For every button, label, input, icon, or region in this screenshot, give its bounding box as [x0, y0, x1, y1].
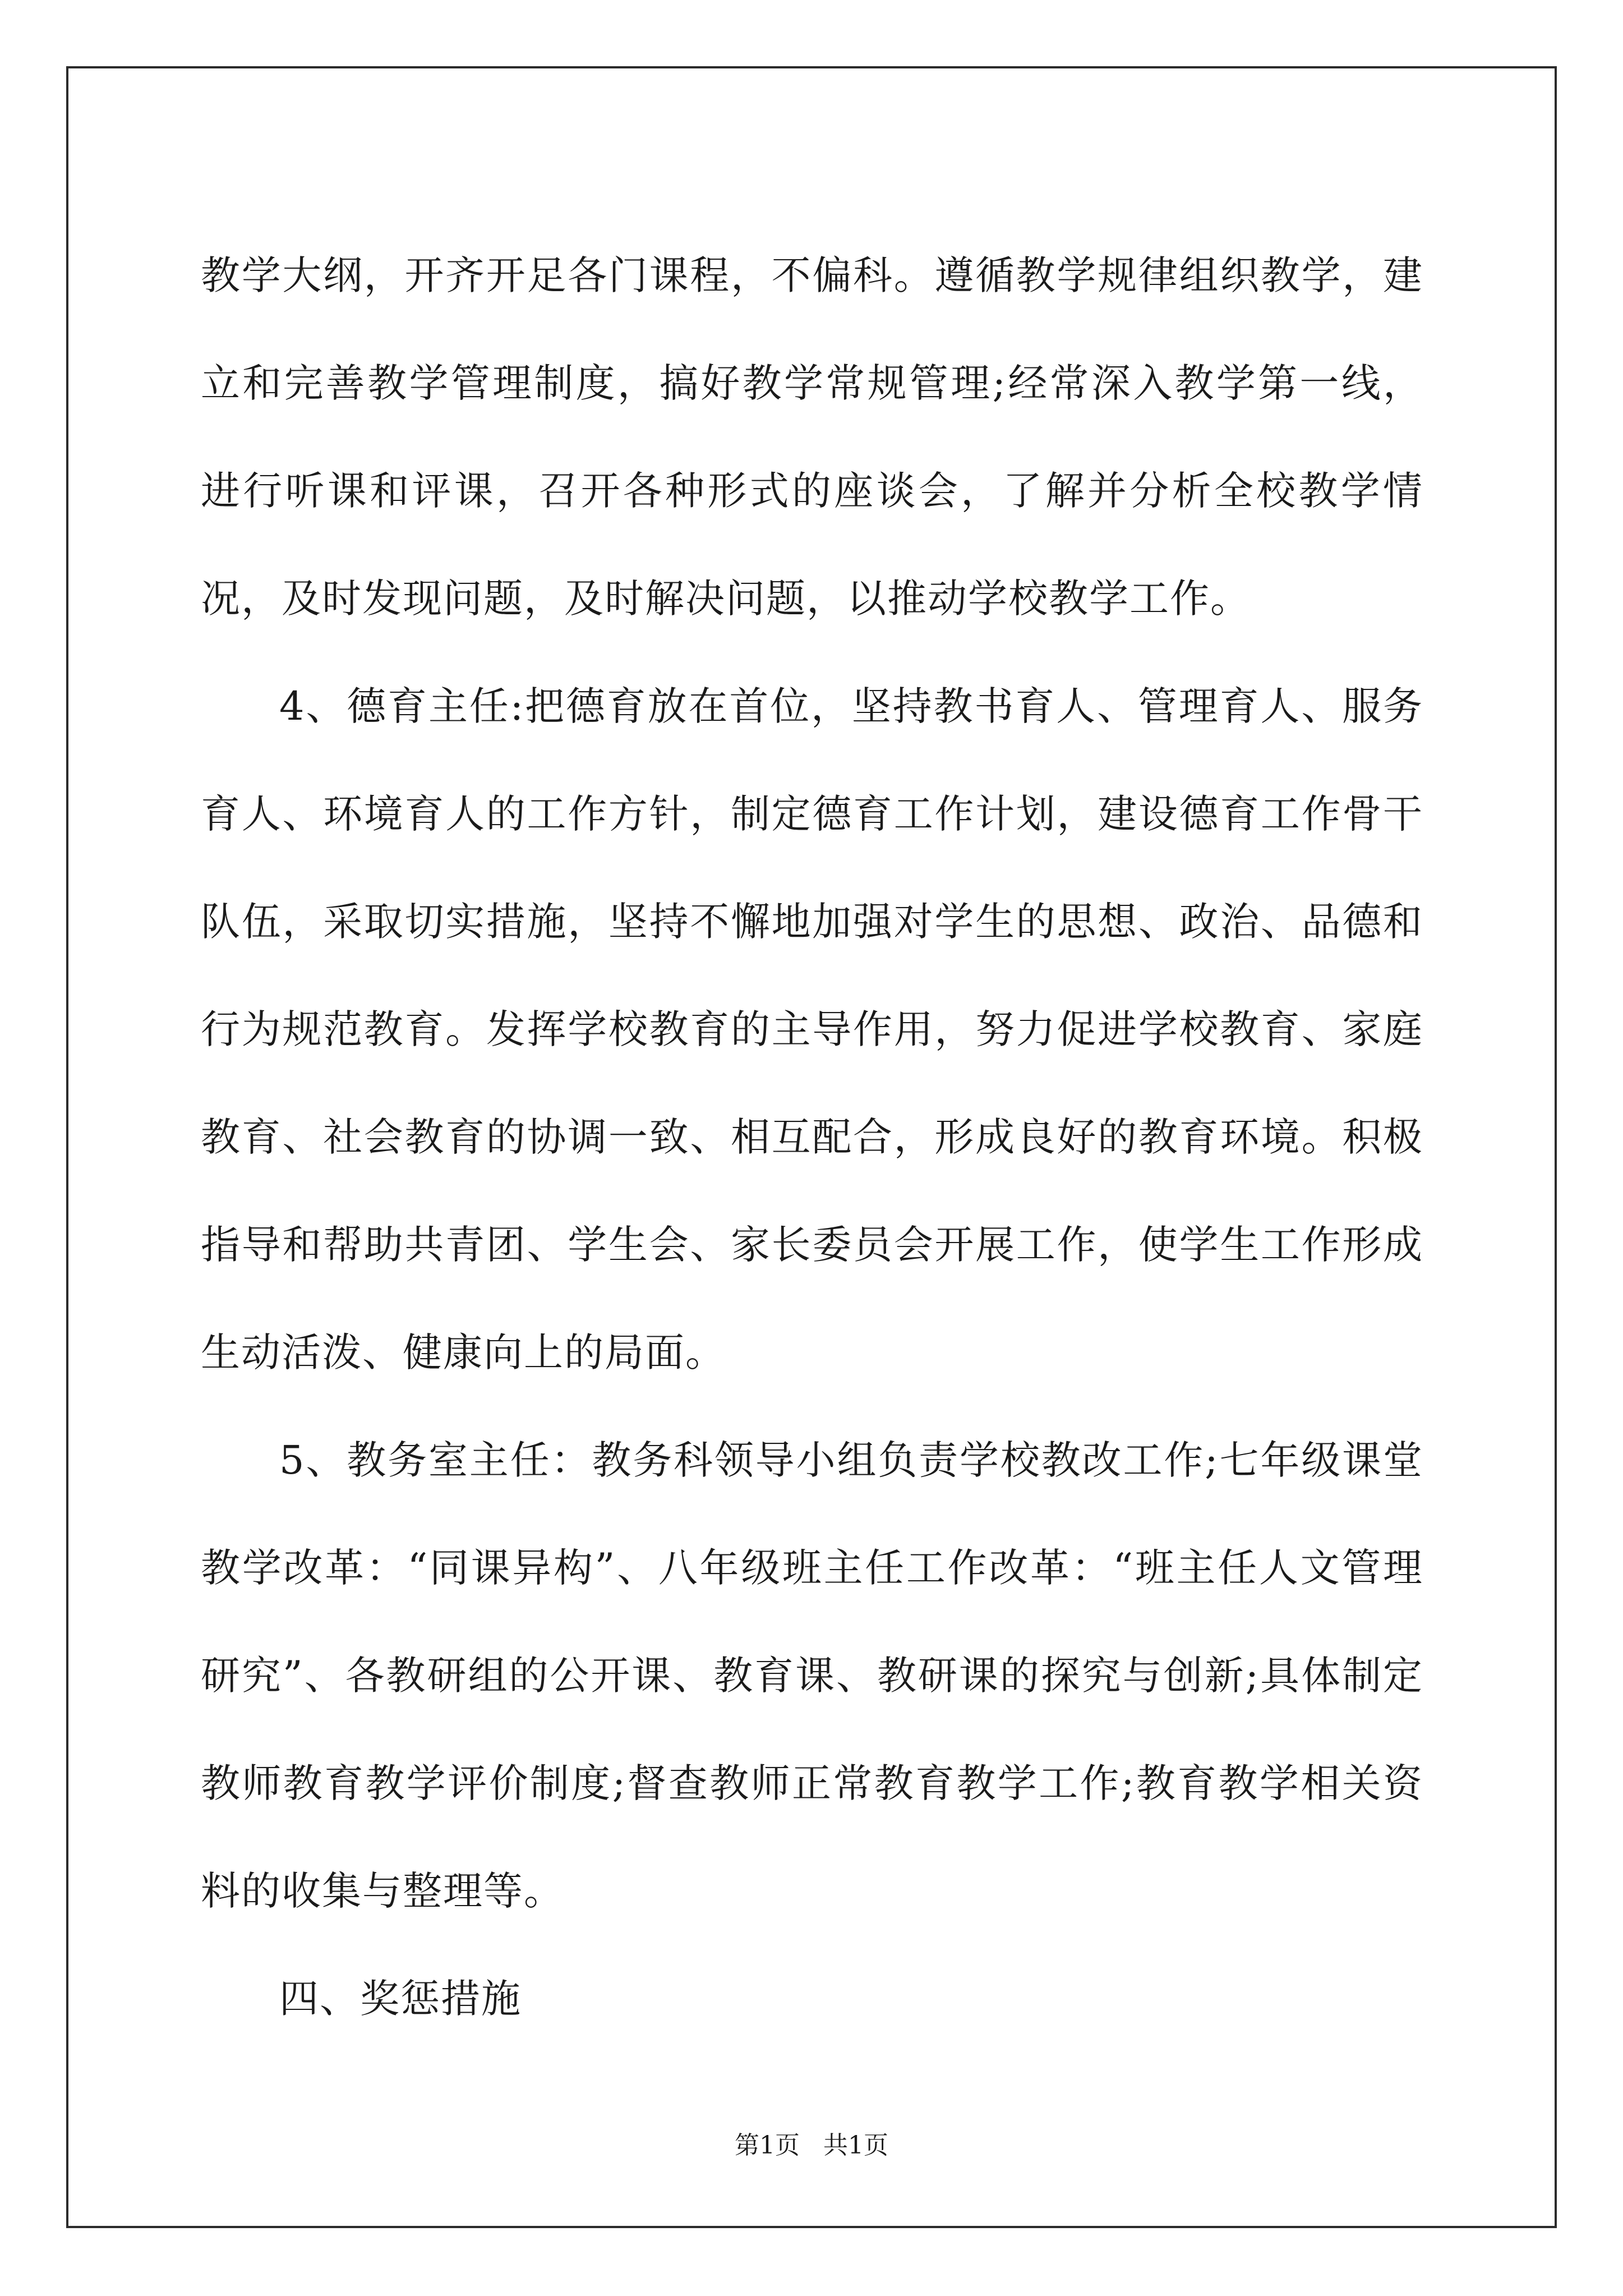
document-body	[201, 222, 1423, 2053]
paragraph-moral-education-director: 4、德育主任:把德育放在首位，坚持教书育人、管理育人、服务育人、环境育人的工作方针，制定德育工作计划，建设德育工作骨干队伍，采取切实措施，坚持不懈地加强对学生的思想、政治、品德和行为规范教育。发挥学校教育的主导作用，努力促进学校教育、家庭教育、社会教育的协调一致、相互配合，形成良好的教育环境。积极指导和帮助共青团、学生会、家长委员会开展工作，使学生工作形成生动活泼、健康向上的局面。	[201, 683, 1423, 1375]
paragraph-curriculum: 教学大纲，开齐开足各门课程，不偏科。遵循教学规律组织教学，建立和完善教学管理制度，搞好教学常规管理;经常深入教学第一线，进行听课和评课，召开各种形式的座谈会，了解并分析全校教学情况，及时发现问题，及时解决问题，以推动学校教学工作。	[201, 252, 1423, 622]
page-footer: 第1页 共1页	[735, 2131, 888, 2160]
section-heading-rewards-penalties: 四、奖惩措施	[279, 1976, 522, 2022]
paragraph-academic-affairs-director: 5、教务室主任：教务科领导小组负责学校教改工作;七年级课堂教学改革：“同课异构”、八年级班主任工作改革：“班主任人文管理研究”、各教研组的公开课、教育课、教研课的探究与创新;具体制定教师教育教学评价制度;督查教师正常教育教学工作;教育教学相关资料的收集与整理等。	[201, 1437, 1423, 1914]
